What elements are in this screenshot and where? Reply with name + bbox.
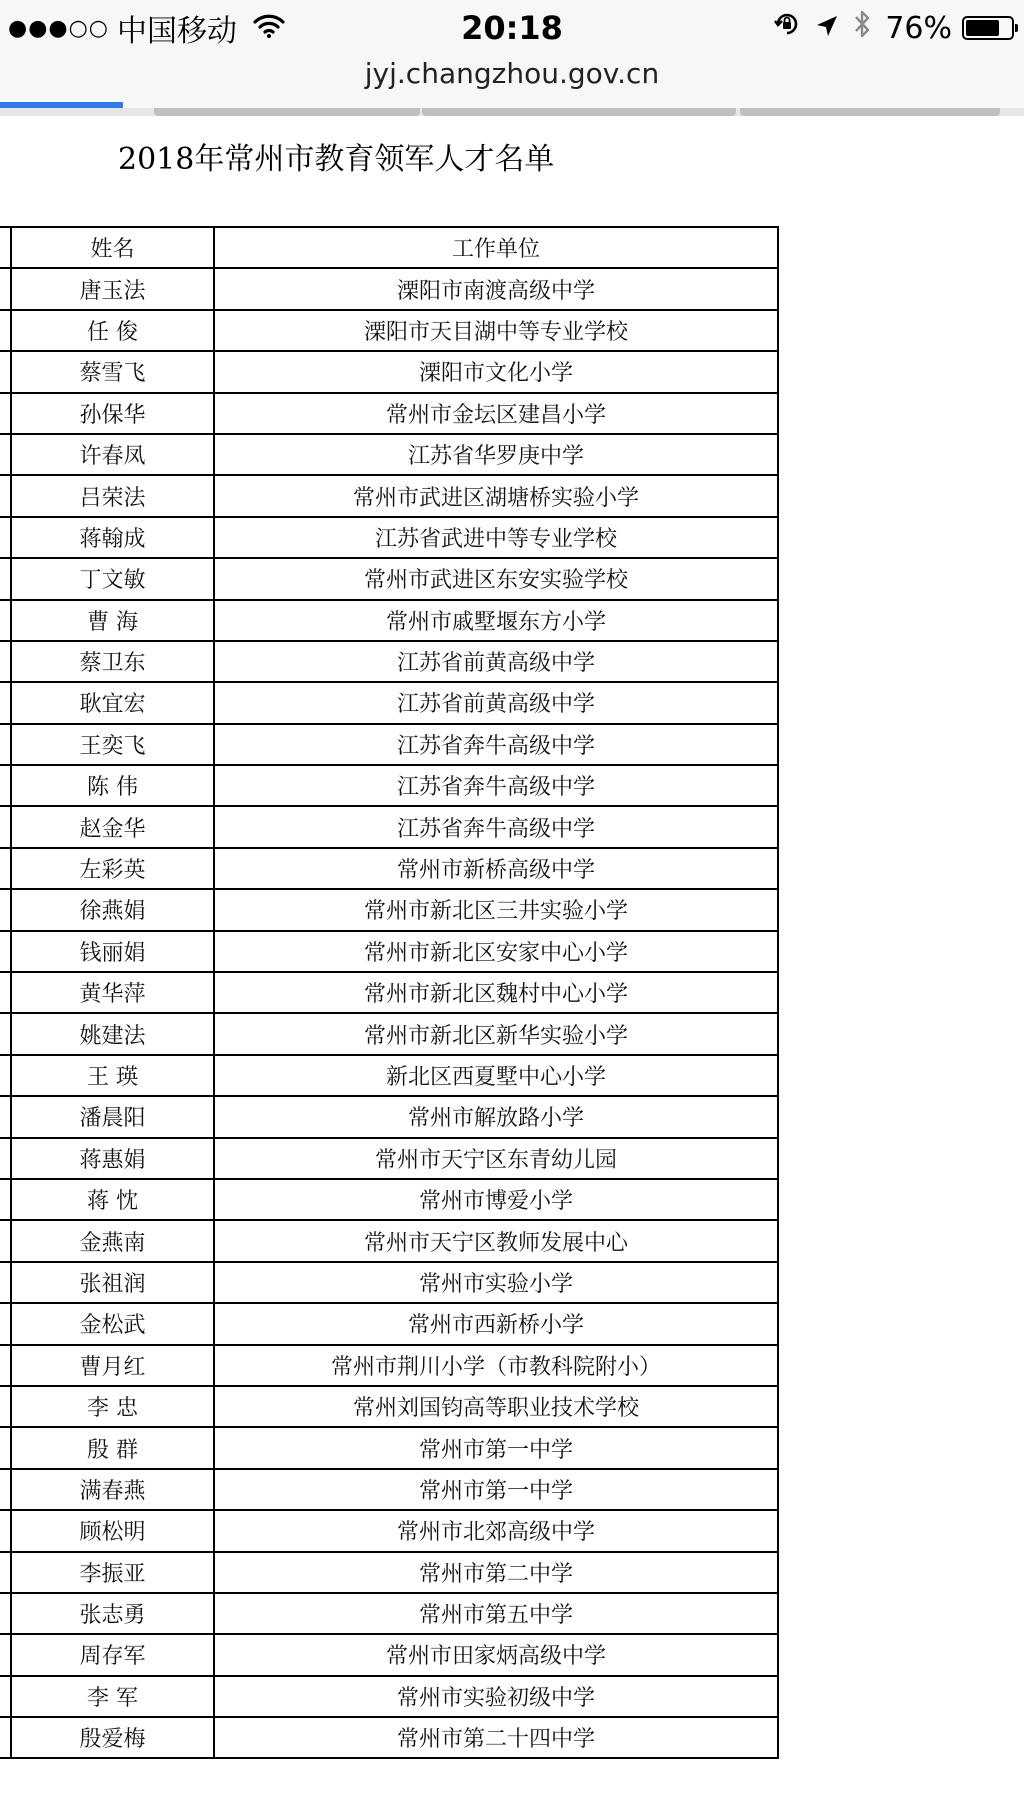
table-row — [0, 1676, 778, 1717]
name-cell: 赵金华 — [11, 806, 214, 847]
unit-cell: 江苏省奔牛高级中学 — [214, 724, 778, 765]
table-row — [0, 931, 778, 972]
unit-cell: 常州市新北区魏村中心小学 — [214, 972, 778, 1013]
unit-cell: 溧阳市南渡高级中学 — [214, 268, 778, 309]
unit-cell: 常州市西新桥小学 — [214, 1303, 778, 1344]
row-index-cell — [0, 310, 11, 351]
table-row — [0, 1717, 778, 1758]
row-index-cell — [0, 1427, 11, 1468]
table-row — [0, 434, 778, 475]
unit-cell: 溧阳市文化小学 — [214, 351, 778, 392]
row-index-cell — [0, 641, 11, 682]
name-cell: 李 军 — [11, 1676, 214, 1717]
name-cell: 满春燕 — [11, 1469, 214, 1510]
row-index-cell — [0, 1055, 11, 1096]
header-cell-index — [0, 227, 11, 268]
battery-percent: 76% — [885, 10, 952, 46]
row-index-cell — [0, 475, 11, 516]
row-index-cell — [0, 765, 11, 806]
table-row — [0, 1345, 778, 1386]
row-index-cell — [0, 1345, 11, 1386]
name-cell: 唐玉法 — [11, 268, 214, 309]
row-index-cell — [0, 1013, 11, 1054]
tab-indicator[interactable] — [740, 108, 1000, 116]
bluetooth-icon — [853, 9, 871, 47]
unit-cell: 常州市新北区三井实验小学 — [214, 889, 778, 930]
browser-chrome — [0, 0, 1024, 116]
table-row — [0, 1386, 778, 1427]
name-cell: 王 瑛 — [11, 1055, 214, 1096]
table-row — [0, 1510, 778, 1551]
unit-cell: 常州市武进区东安实验学校 — [214, 558, 778, 599]
unit-cell: 常州市第五中学 — [214, 1593, 778, 1634]
unit-cell: 江苏省前黄高级中学 — [214, 682, 778, 723]
table-row — [0, 1634, 778, 1675]
battery-icon — [962, 16, 1014, 40]
row-index-cell — [0, 682, 11, 723]
table-row — [0, 1013, 778, 1054]
name-cell: 姚建法 — [11, 1013, 214, 1054]
name-cell: 王奕飞 — [11, 724, 214, 765]
table-row — [0, 1469, 778, 1510]
name-cell: 蔡雪飞 — [11, 351, 214, 392]
table-row — [0, 641, 778, 682]
table-body — [0, 268, 778, 1758]
row-index-cell — [0, 1593, 11, 1634]
tab-indicator[interactable] — [422, 108, 736, 116]
name-cell: 许春凤 — [11, 434, 214, 475]
name-cell: 蒋惠娟 — [11, 1138, 214, 1179]
table-row — [0, 1303, 778, 1344]
name-cell: 金松武 — [11, 1303, 214, 1344]
unit-cell: 常州市新桥高级中学 — [214, 848, 778, 889]
row-index-cell — [0, 806, 11, 847]
rotation-lock-icon — [773, 10, 801, 46]
unit-cell: 江苏省奔牛高级中学 — [214, 765, 778, 806]
unit-cell: 溧阳市天目湖中等专业学校 — [214, 310, 778, 351]
table-row — [0, 1262, 778, 1303]
row-index-cell — [0, 931, 11, 972]
row-index-cell — [0, 268, 11, 309]
row-index-cell — [0, 517, 11, 558]
location-arrow-icon — [815, 11, 839, 46]
unit-cell: 常州市第二十四中学 — [214, 1717, 778, 1758]
unit-cell: 江苏省华罗庚中学 — [214, 434, 778, 475]
name-cell: 李振亚 — [11, 1552, 214, 1593]
table-row — [0, 517, 778, 558]
unit-cell: 常州市第一中学 — [214, 1469, 778, 1510]
name-cell: 蒋 忱 — [11, 1179, 214, 1220]
row-index-cell — [0, 1096, 11, 1137]
unit-cell: 常州市田家炳高级中学 — [214, 1634, 778, 1675]
name-cell: 周存军 — [11, 1634, 214, 1675]
table-row — [0, 1055, 778, 1096]
name-cell: 吕荣法 — [11, 475, 214, 516]
unit-cell: 常州市金坛区建昌小学 — [214, 393, 778, 434]
row-index-cell — [0, 600, 11, 641]
table-header-row — [0, 227, 778, 268]
row-index-cell — [0, 393, 11, 434]
unit-cell: 常州市第二中学 — [214, 1552, 778, 1593]
name-cell: 金燕南 — [11, 1220, 214, 1261]
address-bar[interactable]: jyj.changzhou.gov.cn — [364, 57, 660, 90]
row-index-cell — [0, 1717, 11, 1758]
row-index-cell — [0, 1179, 11, 1220]
row-index-cell — [0, 1634, 11, 1675]
row-index-cell — [0, 724, 11, 765]
unit-cell: 江苏省武进中等专业学校 — [214, 517, 778, 558]
table-row — [0, 1179, 778, 1220]
name-cell: 顾松明 — [11, 1510, 214, 1551]
table-row — [0, 848, 778, 889]
status-time: 20:18 — [461, 9, 563, 47]
table-row — [0, 558, 778, 599]
unit-cell: 江苏省前黄高级中学 — [214, 641, 778, 682]
row-index-cell — [0, 434, 11, 475]
unit-cell: 常州市天宁区东青幼儿园 — [214, 1138, 778, 1179]
unit-cell: 常州市荆川小学（市教科院附小） — [214, 1345, 778, 1386]
page-title: 2018年常州市教育领军人才名单 — [118, 142, 555, 177]
table-row — [0, 1427, 778, 1468]
name-cell: 李 忠 — [11, 1386, 214, 1427]
unit-cell: 常州市实验小学 — [214, 1262, 778, 1303]
status-right — [759, 8, 1014, 48]
unit-cell: 常州市博爱小学 — [214, 1179, 778, 1220]
row-index-cell — [0, 1469, 11, 1510]
name-cell: 蒋翰成 — [11, 517, 214, 558]
table-row — [0, 724, 778, 765]
battery-fill — [966, 20, 999, 36]
row-index-cell — [0, 1220, 11, 1261]
name-cell: 左彩英 — [11, 848, 214, 889]
signal-strength-icon: ●●●○○ — [8, 15, 109, 41]
table-row — [0, 889, 778, 930]
name-cell: 曹 海 — [11, 600, 214, 641]
name-cell: 蔡卫东 — [11, 641, 214, 682]
status-bar — [0, 0, 1024, 56]
unit-cell: 常州市新北区新华实验小学 — [214, 1013, 778, 1054]
name-cell: 任 俊 — [11, 310, 214, 351]
row-index-cell — [0, 1303, 11, 1344]
table-row — [0, 268, 778, 309]
table-row — [0, 682, 778, 723]
table-row — [0, 1593, 778, 1634]
table-row — [0, 765, 778, 806]
tab-indicator[interactable] — [154, 108, 420, 116]
unit-cell: 新北区西夏墅中心小学 — [214, 1055, 778, 1096]
row-index-cell — [0, 351, 11, 392]
table-row — [0, 1096, 778, 1137]
row-index-cell — [0, 889, 11, 930]
name-cell: 钱丽娟 — [11, 931, 214, 972]
table-row — [0, 600, 778, 641]
table-row — [0, 1552, 778, 1593]
name-cell: 孙保华 — [11, 393, 214, 434]
name-cell: 殷 群 — [11, 1427, 214, 1468]
unit-cell: 常州市第一中学 — [214, 1427, 778, 1468]
name-cell: 丁文敏 — [11, 558, 214, 599]
name-cell: 曹月红 — [11, 1345, 214, 1386]
row-index-cell — [0, 558, 11, 599]
roster-table — [0, 226, 779, 1759]
table-row — [0, 310, 778, 351]
row-index-cell — [0, 1386, 11, 1427]
name-cell: 徐燕娟 — [11, 889, 214, 930]
unit-cell: 常州市实验初级中学 — [214, 1676, 778, 1717]
table-row — [0, 475, 778, 516]
row-index-cell — [0, 1138, 11, 1179]
unit-cell: 常州市新北区安家中心小学 — [214, 931, 778, 972]
header-cell-name: 姓名 — [11, 227, 214, 268]
row-index-cell — [0, 1552, 11, 1593]
row-index-cell — [0, 1676, 11, 1717]
header-cell-unit: 工作单位 — [214, 227, 778, 268]
name-cell: 潘晨阳 — [11, 1096, 214, 1137]
table-row — [0, 1220, 778, 1261]
table-row — [0, 351, 778, 392]
table-row — [0, 806, 778, 847]
row-index-cell — [0, 972, 11, 1013]
table-row — [0, 972, 778, 1013]
name-cell: 黄华萍 — [11, 972, 214, 1013]
unit-cell: 常州市解放路小学 — [214, 1096, 778, 1137]
name-cell: 张志勇 — [11, 1593, 214, 1634]
name-cell: 陈 伟 — [11, 765, 214, 806]
carrier-name: 中国移动 — [116, 14, 237, 49]
row-index-cell — [0, 1510, 11, 1551]
name-cell: 殷爱梅 — [11, 1717, 214, 1758]
name-cell: 耿宜宏 — [11, 682, 214, 723]
name-cell: 张祖润 — [11, 1262, 214, 1303]
unit-cell: 常州市戚墅堰东方小学 — [214, 600, 778, 641]
unit-cell: 常州刘国钧高等职业技术学校 — [214, 1386, 778, 1427]
table-row — [0, 1138, 778, 1179]
table-row — [0, 393, 778, 434]
row-index-cell — [0, 848, 11, 889]
unit-cell: 常州市北郊高级中学 — [214, 1510, 778, 1551]
unit-cell: 江苏省奔牛高级中学 — [214, 806, 778, 847]
unit-cell: 常州市天宁区教师发展中心 — [214, 1220, 778, 1261]
unit-cell: 常州市武进区湖塘桥实验小学 — [214, 475, 778, 516]
tab-strip — [0, 108, 1024, 116]
row-index-cell — [0, 1262, 11, 1303]
